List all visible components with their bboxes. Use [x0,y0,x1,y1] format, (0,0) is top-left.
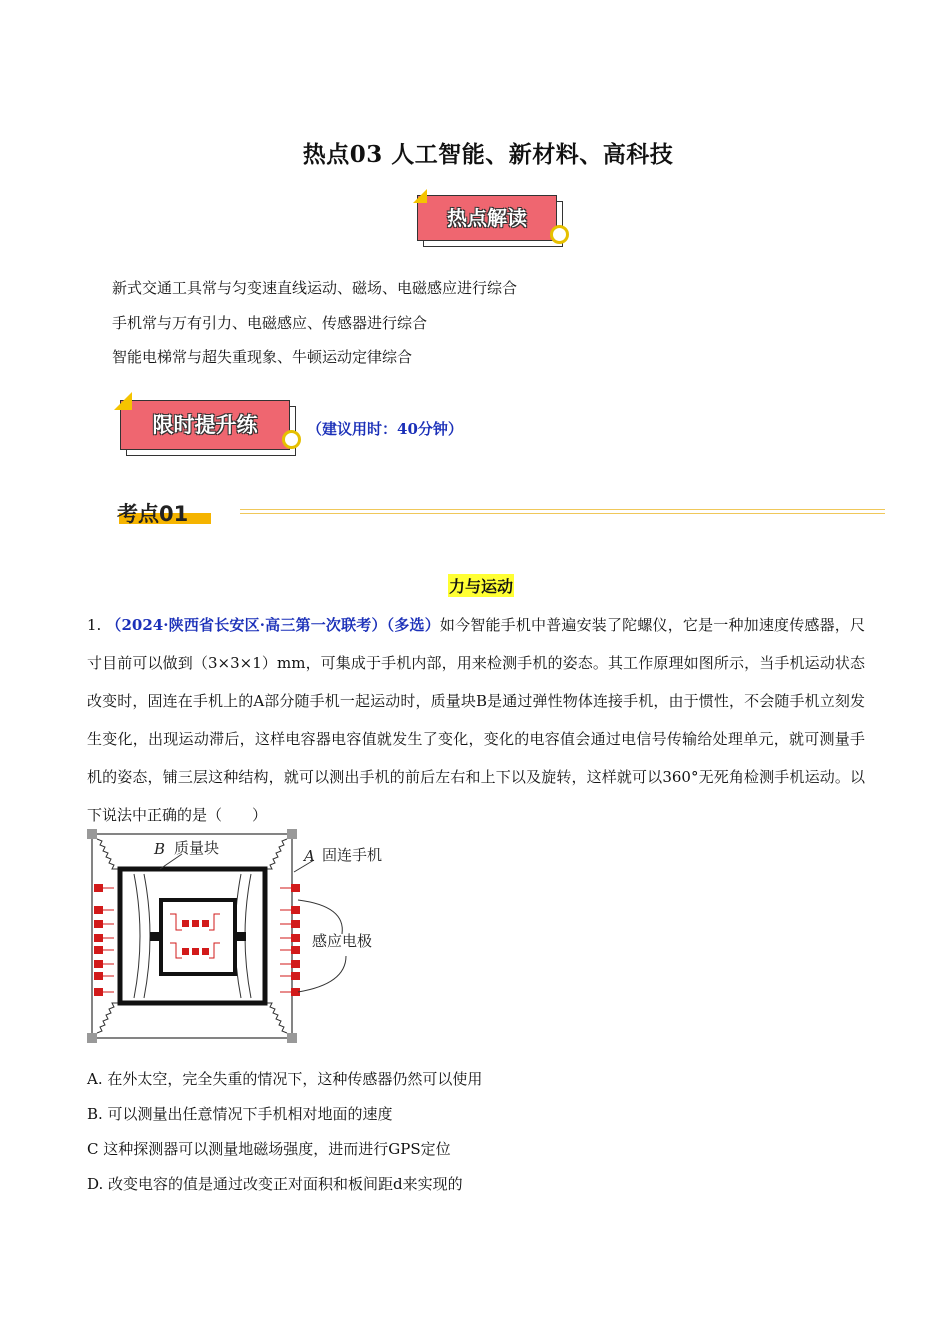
option-d: D. 改变电容的值是通过改变正对面积和板间距d来实现的 [87,1175,463,1193]
ring-icon [550,225,569,244]
question-number: 1. [87,616,102,634]
question-source: （2024·陕西省长安区·高三第一次联考）（多选） [106,616,440,634]
divider [240,509,885,510]
option-a: A. 在外太空，完全失重的情况下，这种传感器仍然可以使用 [87,1070,483,1088]
ring-icon [282,430,301,449]
label-fixed-phone: 固连手机 [322,846,383,864]
label-mass-block: 质量块 [174,839,220,857]
badge-corner-icon [413,189,427,203]
label-electrode: 感应电极 [312,932,373,950]
badge-hot-reading-label: 热点解读 [417,195,557,241]
gyroscope-figure [84,826,404,1050]
option-c: C 这种探测器可以测量地磁场强度，进而进行GPS定位 [87,1140,451,1158]
badge-timed-practice-label: 限时提升练 [120,400,290,450]
label-b: B [154,840,166,858]
option-b: B. 可以测量出任意情况下手机相对地面的速度 [87,1105,393,1123]
divider [240,513,885,514]
page-title: 热点03 人工智能、新材料、高科技 [302,141,674,168]
kaodian-heading [117,498,188,528]
badge-corner-icon [114,392,132,410]
intro-line: 手机常与万有引力、电磁感应、传感器进行综合 [112,314,428,332]
suggested-time: （建议用时：40分钟） [307,420,463,438]
label-a: A [304,847,315,865]
question-text: 如今智能手机中普遍安装了陀螺仪，它是一种加速度传感器，尺寸目前可以做到（3×3×1）mm，可集成于手机内部，用来检测手机的姿态。其工作原理如图所示，当手机运动状态改变时，固连在手机上的A部分随手机一起运动时，质量块B是通过弹性物体连接手机，由于惯性，不会随手机立刻发生变化，出现运动滞后，这样电容器电容值就发生了变化，变化的电容值会通过电信号传输给处理单元，就可测量手机的姿态，铺三层这种结构，就可以测出手机的前后左右和上下以及旋转，这样就可以360°无死角检测手机运动。以下说法中正确的是（ ） [87,616,865,824]
kaodian-label: 考点01 [117,502,189,526]
intro-line: 智能电梯常与超失重现象、牛顿运动定律综合 [112,348,413,366]
question-1 [87,606,865,834]
intro-line: 新式交通工具常与匀变速直线运动、磁场、电磁感应进行综合 [112,279,518,297]
section-title: 力与运动 [448,574,514,597]
